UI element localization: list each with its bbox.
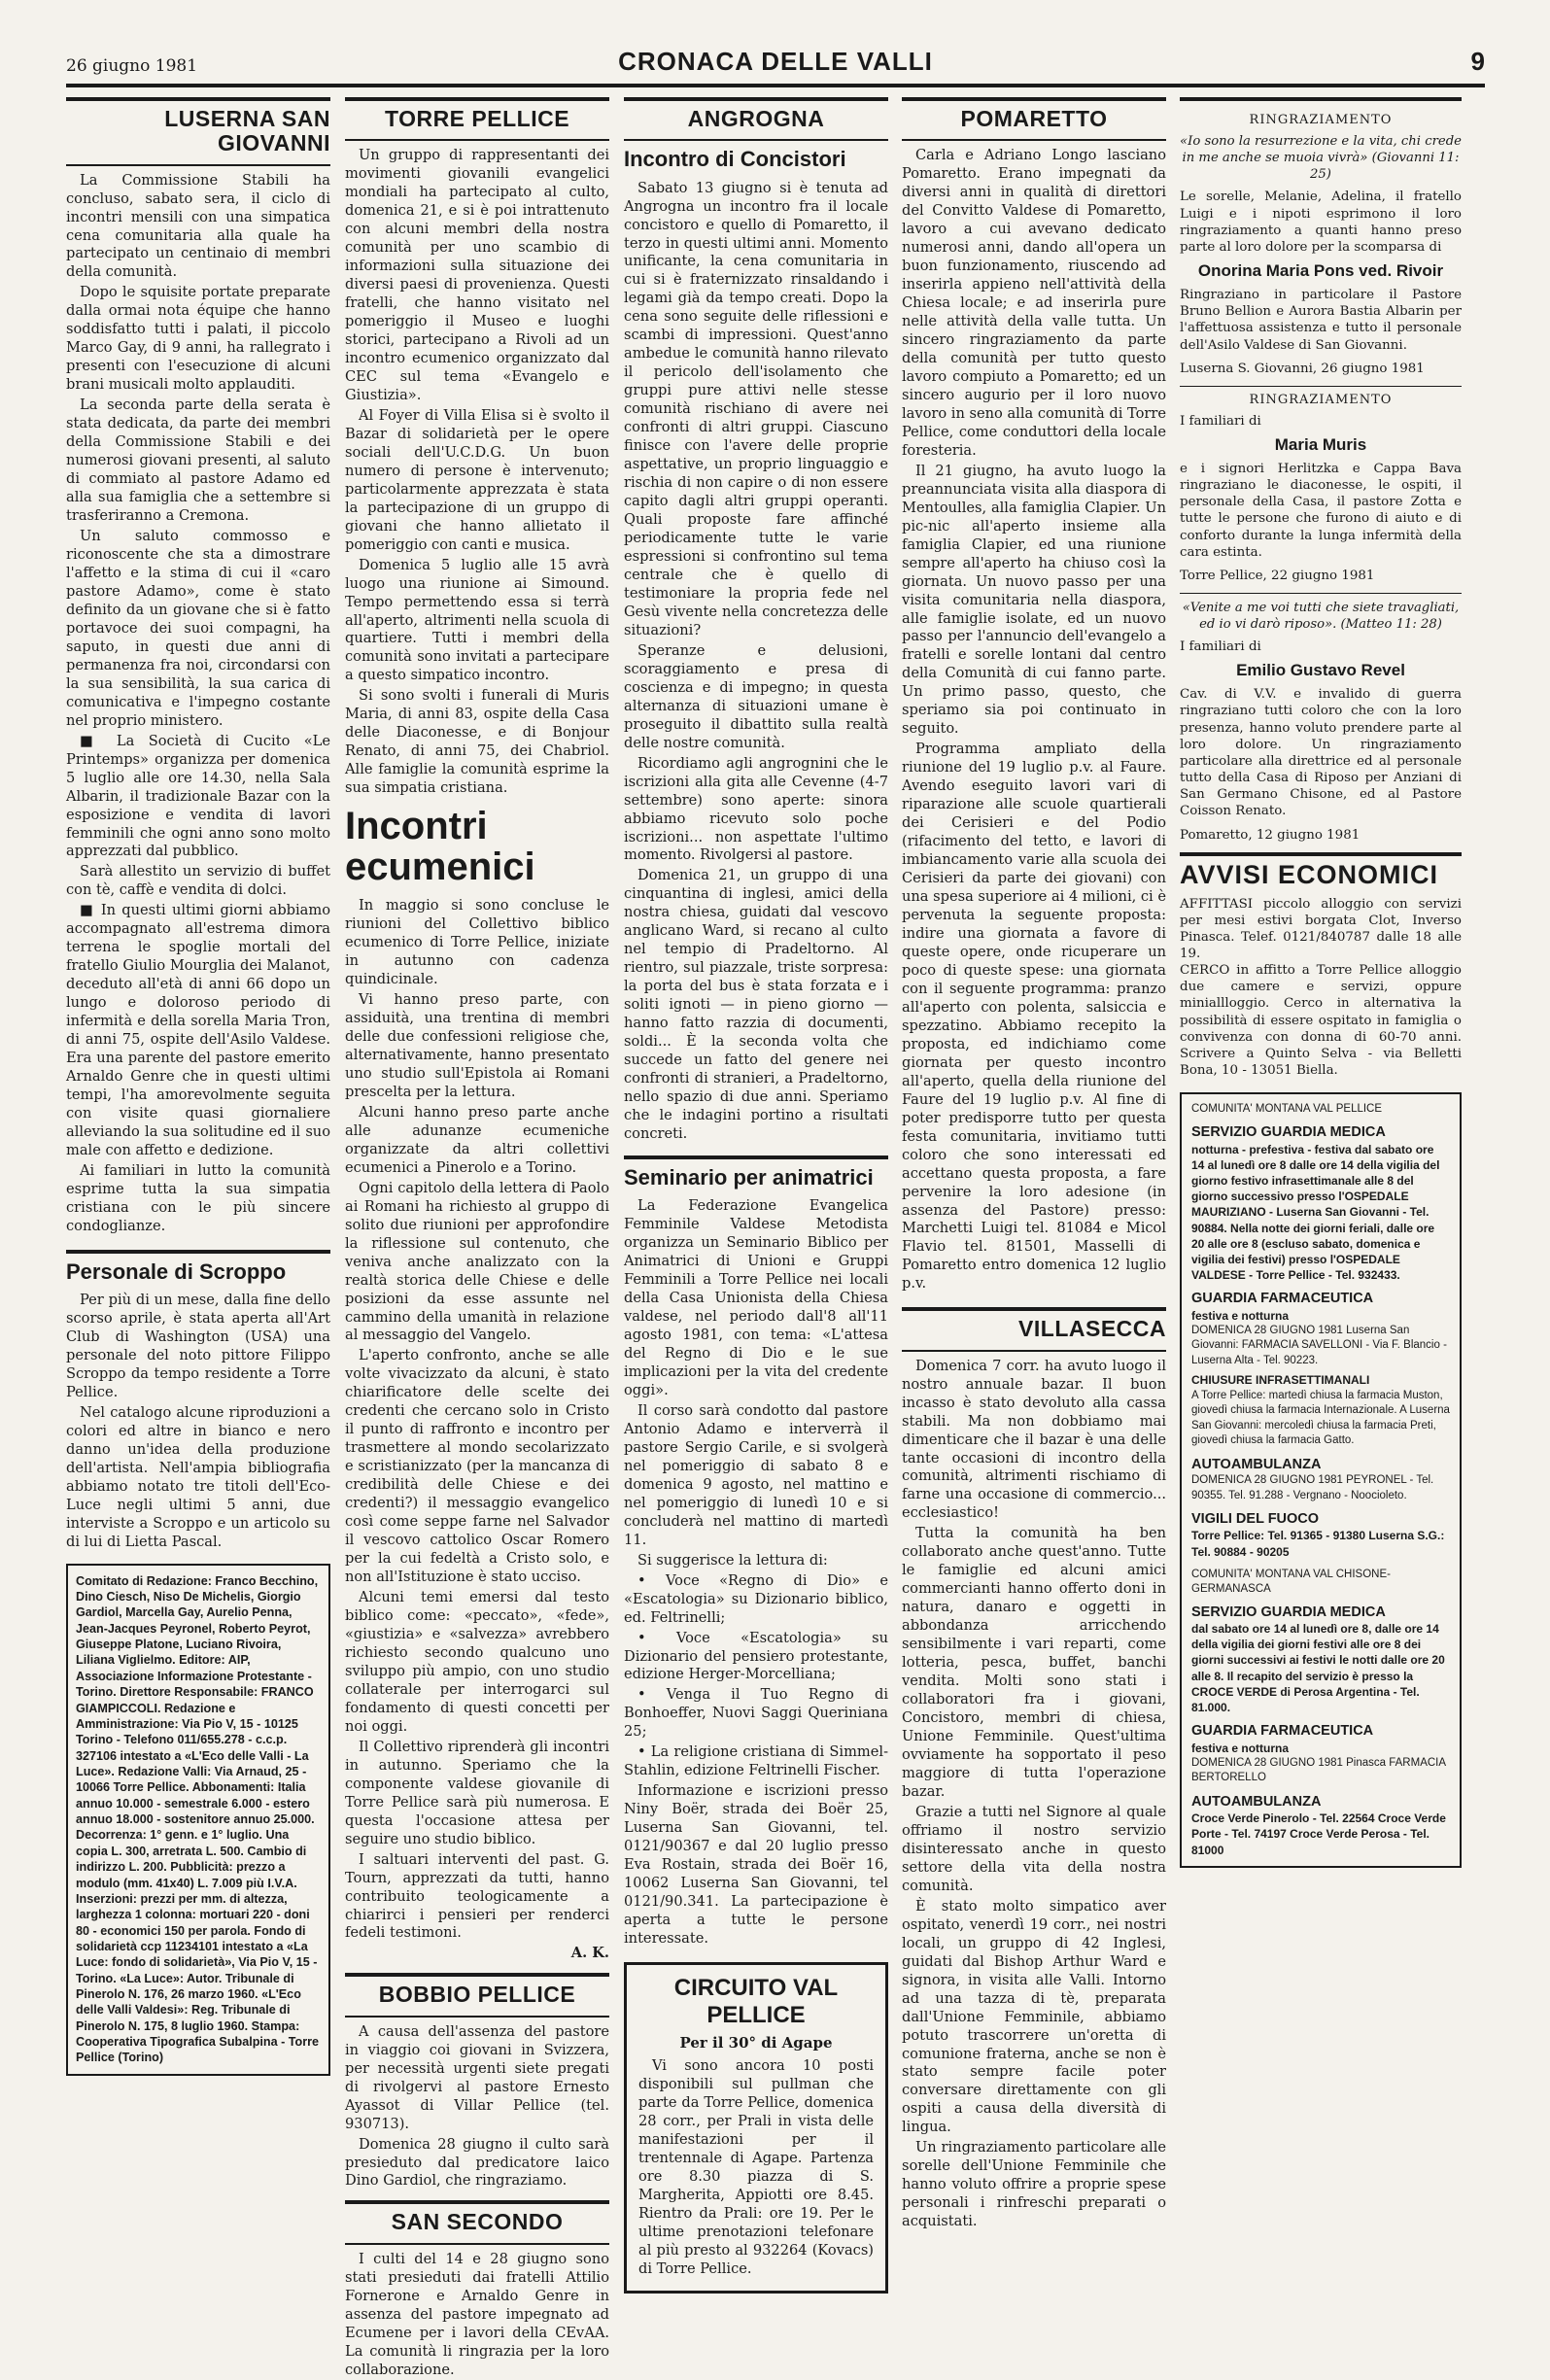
seminario-paragraph: • Voce «Escatologia» su Dizionario del pensiero protestante, edizione Herger-Morcelliana; <box>624 1629 888 1683</box>
service-heading: GUARDIA FARMACEUTICA <box>1191 1723 1374 1740</box>
service-label: COMUNITA' MONTANA VAL CHISONE-GERMANASCA <box>1191 1568 1391 1595</box>
torre-paragraph: Si sono svolti i funerali di Muris Maria, di anni 83, ospite della Casa delle Diaconesse, e di Bonjour Renato, di anni 75, dei Chabriol. Alle famiglie la comunità esprime la sua simpatia cristiana. <box>345 687 609 797</box>
scroppo-title: Personale di Scroppo <box>66 1259 287 1284</box>
scroppo-paragraph: Per più di un mese, dalla fine dello scorso aprile, è stata aperta all'Art Club di Washington (USA) una personale del noto pittore Filippo Scroppo da tempo residente a Torre Pellice. <box>66 1292 330 1400</box>
incontri-paragraph: Alcuni hanno preso parte anche alle adunanze ecumeniche organizzate da altri collettivi ecumenici a Pinerolo e a Torino. <box>345 1103 609 1176</box>
villasecca-paragraph: Grazie a tutti nel Signore al quale offriamo il nostro servizio disinteressato anche in questo settore della vita della nostra comunità. <box>902 1803 1166 1894</box>
seminario-paragraph: Si suggerisce la lettura di: <box>637 1551 828 1569</box>
ringraziamento-text: Cav. di V.V. e invalido di guerra ringraziano tutti coloro che con la loro presenza, hanno voluto prendere parte al loro dolore. Un ringraziamento particolare alla direttrice ed al personale tutto della Casa di Riposo per Anziani di San Germano Chisone, ed al Pastore Coisson Renato. <box>1180 687 1462 819</box>
service-heading: VIGILI DEL FUOCO <box>1191 1511 1320 1528</box>
avvisi-item: AFFITTASI piccolo alloggio con servizi per mesi estivi borgata Clot, Inverso Pinasca. Telef. 0121/840787 dalle 18 alle 19. <box>1180 896 1462 961</box>
service-text: DOMENICA 28 GIUGNO 1981 PEYRONEL - Tel. 90355. Tel. 91.288 - Vergnano - Noocioleto. <box>1191 1474 1434 1501</box>
angrogna-paragraph: Speranze e delusioni, scoraggiamento e presa di coscienza e di impegno; in questa alternanza di situazioni umane è proseguito il dibattito sulla realtà delle nostre comunità. <box>624 641 888 751</box>
incontri-title: Incontri ecumenici <box>345 805 535 889</box>
ringraziamento-signature: Torre Pellice, 22 giugno 1981 <box>1180 568 1375 583</box>
seminario-title: Seminario per animatrici <box>624 1164 874 1190</box>
luserna-paragraph: Ai familiari in lutto la comunità esprime tutta la sua simpatia cristiana con le più sincere condoglianze. <box>66 1161 330 1234</box>
villasecca-paragraph: È stato molto simpatico aver ospitato, venerdì 19 corr., nei nostri locali, un gruppo di 42 Inglesi, guidati dal Bishop Arthur Ward e signora, in visita alle Valli. Intorno ad una tazza di tè, preparata dall'Unione Femminile, abbiamo potuto trascorrere un'oretta di comunione fraterna, anche se non è stato sempre facile poter conversare direttamente con gli ospiti a causa della diversità di lingua. <box>902 1897 1166 2136</box>
deceased-name: Emilio Gustavo Revel <box>1236 661 1405 680</box>
service-heading: SERVIZIO GUARDIA MEDICA <box>1191 1124 1386 1141</box>
angrogna-title: ANGROGNA <box>687 106 825 131</box>
luserna-paragraph: ■ In questi ultimi giorni abbiamo accompagnato all'estrema dimora terrena le spoglie mortali del fratello Giulio Mourglia dei Malanot, deceduto all'età di anni 66 dopo un lungo e doloroso periodo di infermità e della sorella Maria Tron, di anni 75, ospite dell'Asilo Valdese. Era una parente del pastore emerito Arnaldo Genre che in questi ultimi tempi, l'ha amorevolmente seguita con visite quasi giornaliere alleviando la sua solitudine ed il suo male con affetto e dedizione. <box>66 902 330 1160</box>
deceased-name: Onorina Maria Pons ved. Rivoir <box>1197 261 1444 281</box>
bobbio-paragraph: Domenica 28 giugno il culto sarà presieduto dal predicatore laico Dino Gardiol, che ringraziamo. <box>345 2135 609 2190</box>
circuito-subtitle: Per il 30° di Agape <box>679 2034 833 2052</box>
service-text: Torre Pellice: Tel. 91365 - 91380 Luserna S.G.: Tel. 90884 - 90205 <box>1191 1529 1445 1559</box>
luserna-paragraph: Dopo le squisite portate preparate dalla ormai nota équipe che hanno soddisfatto tutti i palati, il piccolo Marco Gay, di 9 anni, ha rallegrato i presenti con l'esecuzione di alcuni brani musicali molto applauditi. <box>66 284 330 394</box>
service-subheading: festiva e notturna <box>1191 1308 1290 1323</box>
torre-paragraph: Un gruppo di rappresentanti dei movimenti giovanili evangelici mondiali ha partecipato al culto, domenica 21, e si è poi intrattenuto con alcuni membri della nostra comunità per uno scambio di informazioni sulla situazione dei diversi paesi di provenienza. Questi fratelli, che hanno visitato nel pomeriggio il Museo e luoghi storici, partecipano a Rivoli ad un incontro ecumenico organizzato dal CEC sul tema «Evangelo e Giustizia». <box>345 147 609 403</box>
seminario-paragraph: • Voce «Regno di Dio» e «Escatologia» su Dizionario biblico, ed. Feltrinelli; <box>624 1571 888 1626</box>
villasecca-paragraph: Un ringraziamento particolare alle sorelle dell'Unione Femminile che hanno voluto offrire a proprie spese personali i rinfreschi preparati o acquistati. <box>902 2139 1166 2230</box>
page-number: 9 <box>1470 47 1485 76</box>
seminario-paragraph: • Venga il Tuo Regno di Bonhoeffer, Nuovi Saggi Queriniana 25; <box>624 1686 888 1741</box>
service-heading: SERVIZIO GUARDIA MEDICA <box>1191 1604 1386 1620</box>
torre-paragraph: Domenica 5 luglio alle 15 avrà luogo una riunione ai Simound. Tempo permettendo essa si terrà all'aperto, altrimenti nella scuola di quartiere. Tutti i membri della comunità sono invitati a partecipare a questo simpatico incontro. <box>345 556 609 684</box>
luserna-paragraph: La seconda parte della serata è stata dedicata, da parte dei membri della Commissione Stabili e dei numerosi giovani presenti, al saluto di commiato al pastore Adamo ed alla sua famiglia che a settembre si trasferiranno a Cremona. <box>66 397 330 525</box>
ringraziamento-quote: «Io sono la resurrezione e la vita, chi crede in me anche se muoia vivrà» (Giovanni 11: 25) <box>1180 134 1462 183</box>
incontri-paragraph: Alcuni temi emersi dal testo biblico come: «peccato», «fede», «giustizia» e «salvezza» avrebbero richiesto secondo qualcuno uno sviluppo più ampio, con uno studio collaterale per interrogarci sul fondamento di questi concetti per noi oggi. <box>345 1589 609 1735</box>
services-box <box>1180 1092 1462 1868</box>
pomaretto-title: POMARETTO <box>960 106 1108 131</box>
avvisi-title: AVVISI ECONOMICI <box>1180 852 1462 890</box>
service-heading: GUARDIA FARMACEUTICA <box>1191 1291 1374 1307</box>
circuito-title: CIRCUITO VAL PELLICE <box>673 1975 839 2028</box>
incontri-paragraph: Il Collettivo riprenderà gli incontri in autunno. Speriamo che la componente valdese giovanile di Torre Pellice sarà più numerosa. E questa l'occasione attesa per seguire uno studio biblico. <box>345 1738 609 1847</box>
secondo-paragraph: I culti del 14 e 28 giugno sono stati presieduti dai fratelli Attilio Fornerone e Arnaldo Genre in assenza del pastore impegnato ad Ecumene per i lavori della CEvAA. La comunità li ringrazia per la loro collaborazione. <box>345 2250 609 2378</box>
pomaretto-paragraph: Programma ampliato della riunione del 19 luglio p.v. al Faure. Avendo eseguito lavori vari di riparazione alle scuole quartierali dei Cerisieri e del Podio (rifacimento del tetto, e lavori di imbiancamento varie alla scuola dei Cerisieri da parte dei giovani) con una spesa superiore ai 4 milioni, ci è pervenuta la seguente proposta: indire una giornata a favore di queste opere, onde ricuperare un poco di queste spese: una giornata con il seguente programma: pranzo all'aperto con polenta, salsiccia e spezzatino. Abbiamo recepito la proposta, ed indichiamo come giornata per questo incontro all'aperto, quella della riunione del Faure del 19 luglio p.v. Al fine di poter predisporre tutto per questa festa comunitaria, invitiamo tutti coloro che sono interessati ed accettano questa proposta, a fare pervenire la loro adesione (in assenza del Pastore) presso: Marchetti Luigi tel. 81084 e Micol Flavio tel. 81501, Masselli di Pomaretto entro domenica 12 luglio p.v. <box>902 741 1167 1293</box>
bobbio-title: BOBBIO PELLICE <box>378 1982 576 2008</box>
luserna-title: LUSERNA SAN GIOVANNI <box>164 106 330 156</box>
issue-date: 26 giugno 1981 <box>66 56 198 76</box>
service-text: dal sabato ore 14 al lunedì ore 8, dalle ore 14 della vigilia dei giorni festivi alle ore 8 dei giorni successivi ai festivi le notti dalle ore 20 alle 8. Il recapito del servizio è presso la CROCE VERDE di Perosa Argentina - Tel. 81.000. <box>1191 1622 1445 1715</box>
villasecca-paragraph: Domenica 7 corr. ha avuto luogo il nostro annuale bazar. Il buon incasso è stato devoluto alla cassa stabili. Ma non dobbiamo mai dimenticare che il bazar è una delle tante occasioni di incontro della comunità, altrimenti rischiamo di farne una occasione di commercio... ecclesiastico! <box>902 1357 1166 1522</box>
seminario-paragraph: • La religione cristiana di Simmel-Stahlin, edizione Feltrinelli Fischer. <box>624 1743 888 1779</box>
torre-title: TORRE PELLICE <box>384 106 570 131</box>
editorial-text: Comitato di Redazione: Franco Becchino, Dino Ciesch, Niso De Michelis, Giorgio Gardiol, Marcella Gay, Aurelio Penna, Jean-Jacques Peyronel, Roberto Peyrot, Giuseppe Platone, Luciano Rivoira, Liliana Viglielmo. Editore: AIP, Associazione Informazione Protestante - Torino. Direttore Responsabile: FRANCO GIAMPICCOLI. Redazione e Amministrazione: Via Pio V, 15 - 10125 Torino - Telefono 011/655.278 - c.c.p. 327106 intestato a «L'Eco delle Valli - La Luce». Redazione Valli: Via Arnaud, 25 - 10066 Torre Pellice. Abbonamenti: Italia annuo 10.000 - semestrale 6.000 - estero annuo 18.000 - sostenitore annuo 25.000. Decorrenza: 1° genn. e 1° luglio. Una copia L. 300, arretrata L. 500. Cambio di indirizzo L. 200. Pubblicità: prezzo a modulo (mm. 41x40) L. 7.009 più I.V.A. Inserzioni: prezzi per mm. di altezza, larghezza 1 colonna: mortuari 220 - doni 80 - economici 150 per parola. Fondo di solidarietà ccp 11234101 intestato a «La Luce: fondo di solidarietà», Via Pio V, 15 - Torino. «La Luce»: Autor. Tribunale di Pinerolo N. 176, 26 marzo 1960. «L'Eco delle Valli Valdesi»: Reg. Tribunale di Pinerolo N. 175, 8 luglio 1960. Stampa: Cooperativa Tipografica Subalpina - Torre Pellice (Torino) <box>76 1573 320 2065</box>
circuito-paragraph: Vi sono ancora 10 posti disponibili sul pullman che parte da Torre Pellice, domenica 28 corr., per Prali in vista delle manifestazioni per il trentennale di Agape. Partenza ore 8.30 piazza di S. Margherita, Appiotti ore 8.45. Rientro da Prali: ore 19. Per le ultime prenotazioni telefonare al più presto al 932264 (Kovacs) di Torre Pellice. <box>638 2057 874 2277</box>
column-1 <box>66 97 330 2303</box>
angrogna-paragraph: Ricordiamo agli angrognini che le iscrizioni alla gita alle Cevenne (4-7 settembre) sono aperte: sinora abbiamo ricevuto solo poche iscrizioni... non aspettate l'ultimo momento. Rivolgersi al pastore. <box>624 754 888 864</box>
pomaretto-paragraph: Carla e Adriano Longo lasciano Pomaretto. Erano impegnati da diversi anni in qualità di direttori del Convitto Valdese di Pomaretto, lavoro a cui avevano dedicato numerosi anni, dando all'opera un buon funzionamento, riuscendo ad inserirla appieno nell'attività della Chiesa locale; e ad inserirla pure nelle attività della valle tutta. Un sincero ringraziamento da parte della comunità per tutto questo lavoro compiuto a Pomaretto; ed un sincero augurio per il loro nuovo lavoro in seno alla comunità di Torre Pellice, come conduttori della locale foresteria. <box>902 147 1166 459</box>
luserna-paragraph: Sarà allestito un servizio di buffet con tè, caffè e vendita di dolci. <box>66 863 330 899</box>
angrogna-subtitle: Incontro di Concistori <box>624 147 846 172</box>
avvisi-item: CERCO in affitto a Torre Pellice alloggio due camere e servizi, oppure miniallloggio. Cerco in alternativa la possibilità di essere ospitato in famiglia o convivenza con donna di 60-70 anni. Scrivere a Quinto Selva - via Belletti Bona, 10 - 13051 Biella. <box>1180 963 1462 1079</box>
incontri-paragraph: Ogni capitolo della lettera di Paolo ai Romani ha richiesto al gruppo di solito due riunioni per approfondire la riflessione sul contenuto, che veniva anche analizzato con la realtà storica delle Chiese e delle posizioni da esse assunte nel cammino della umanità in relazione al messaggio del Vangelo. <box>345 1179 609 1344</box>
column-2 <box>345 97 609 2378</box>
circuito-box <box>624 1962 888 2294</box>
service-heading: AUTOAMBULANZA <box>1191 1456 1322 1472</box>
incontri-signature: A. K. <box>570 1945 609 1962</box>
service-text: notturna - prefestiva - festiva dal sabato ore 14 al lunedì ore 8 dalle ore 14 della vigilia del giorno festivo infrasettimanale alle 8 del giorno successivo presso l'OSPEDALE MAURIZIANO - Luserna San Giovanni - Tel. 90884. Nella notte dei giorni feriali, dalle ore 20 alle ore 8 (escluso sabato, domenica e vigilia dei festivi) presso l'OSPEDALE VALDESE - Torre Pellice - Tel. 932433. <box>1191 1142 1440 1283</box>
column-3 <box>624 97 888 2303</box>
ringraziamento-header: RINGRAZIAMENTO <box>1180 386 1462 407</box>
torre-paragraph: Al Foyer di Villa Elisa si è svolto il Bazar di solidarietà per le opere sociali dell'U.C.D.G. Un buon numero di persone è intervenuto; particolarmente apprezzata è stata la partecipazione di un gruppo di giovani che hanno allietato il pomeriggio con canti e musica. <box>345 406 609 553</box>
ringraziamento-text: Le sorelle, Melanie, Adelina, il fratello Luigi e i nipoti esprimono il loro ringraziamento a quanti hanno preso parte al loro dolore per la scomparsa di <box>1180 190 1462 255</box>
ringraziamento-signature: Luserna S. Giovanni, 26 giugno 1981 <box>1180 361 1425 376</box>
luserna-paragraph: Un saluto commosso e riconoscente che sta a dimostrare l'affetto e la stima di cui il «caro pastore Adamo», come è stato definito da un giovane che si è fatto portavoce dei suoi compagni, ha saputo, in questi due anni di permanenza fra noi, circondarsi con la sua sensibilità, la sua carica di comunicativa e l'impegno costante nel proprio ministero. <box>66 528 330 729</box>
service-heading: AUTOAMBULANZA <box>1191 1793 1322 1810</box>
scroppo-paragraph: Nel catalogo alcune riproduzioni a colori ed altre in bianco e nero danno un'idea della produzione dell'artista. Nell'ampia bibliografia abbiamo notato tre titoli dell'Eco-Luce negli ultimi 5 anni, due interviste a Scroppo e un articolo su di lui di Lietta Pascal. <box>66 1403 330 1550</box>
deceased-name: Maria Muris <box>1274 434 1367 454</box>
bobbio-paragraph: A causa dell'assenza del pastore in viaggio coi giovani in Svizzera, per necessità urgenti siete pregati di rivolgervi al pastore Ernesto Ayassot di Villar Pellice (tel. 930713). <box>345 2022 609 2132</box>
seminario-paragraph: La Federazione Evangelica Femminile Valdese Metodista organizza un Seminario Biblico per Animatrici di Unioni e Gruppi Femminili a Torre Pellice nei locali della Casa Unionista della Chiesa valdese, nel periodo dall'8 all'11 agosto 1981, con tema: «L'attesa del Regno di Dio e le sue implicazioni per la vita del credente oggi». <box>624 1197 888 1398</box>
column-5 <box>1180 97 1462 2303</box>
incontri-paragraph: I saltuari interventi del past. G. Tourn, apprezzati da tutti, hanno contribuito teologicamente a chiarirci i pensieri per renderci fedeli testimoni. <box>345 1850 609 1942</box>
luserna-paragraph: ■ La Società di Cucito «Le Printemps» organizza per domenica 5 luglio alle ore 14.30, nella Sala Albarin, il tradizionale Bazar con la esposizione e vendita di lavori femminili che ogni anno sono molto apprezzati dal pubblico. <box>66 733 330 862</box>
service-text: DOMENICA 28 GIUGNO 1981 Luserna San Giovanni: FARMACIA SAVELLONI - Via F. Blancio - Luserna Alta - Tel. 90223. <box>1191 1324 1447 1366</box>
incontri-paragraph: L'aperto confronto, anche se alle volte vivacizzato da alcuni, è stato chiarificatore delle scelte dei credenti che cercano solo in Cristo il punto di raffronto e incontro per trasmettere al mondo secolarizzato e scristianizzato (per la mancanza di credibilità delle Chiese e dei credenti?) il messaggio evangelico così come seppe farne nel Salvador il vescovo cattolico Oscar Romero per la cui fedeltà a Cristo solo, e non all'Istituzione è stato ucciso. <box>345 1347 609 1586</box>
service-text: DOMENICA 28 GIUGNO 1981 Pinasca FARMACIA BERTORELLO <box>1191 1756 1446 1784</box>
service-text: A Torre Pellice: martedì chiusa la farmacia Muston, giovedì chiusa la farmacia Internazionale. A Luserna San Giovanni: mercoledì chiusa la farmacia Preti, giovedì chiusa la farmacia Gatto. <box>1191 1389 1450 1447</box>
angrogna-paragraph: Sabato 13 giugno si è tenuta ad Angrogna un incontro fra il locale concistoro e quello di Pomaretto, il terzo in questi ultimi anni. Momento unificante, la cena comunitaria in cui si è fraternizzato rinsaldando i legami già da tempo creati. Dopo la cena sono seguite delle riflessioni e scambi di impressioni. Quest'anno ambedue le comunità hanno rilevato il pericolo dell'isolamento che gruppi pure attivi nelle stesse comunità rischiano di avere nei confronti di altri gruppi. Ciascuno finisce con l'avere delle proprie aspettative, un proprio linguaggio e rischia di non capire o di non essere capito dagli altri gruppi operanti. Quali proposte fare affinché periodicamente tutte le varie espressioni si confrontino sul tema centrale che è quello di testimoniare la propria fede nel Gesù vivente nella concretezza delle situazioni? <box>624 179 888 638</box>
editorial-box <box>66 1564 330 2076</box>
incontri-paragraph: Vi hanno preso parte, con assiduità, una trentina di membri delle due confessioni religiose che, alternativamente, hanno presentato uno studio sull'Epistola ai Romani prescelta per la lettura. <box>345 991 609 1100</box>
ringraziamento-text: I familiari di <box>1180 413 1261 429</box>
seminario-paragraph: Informazione e iscrizioni presso Niny Boër, strada dei Boër 25, Luserna San Giovanni, tel. 0121/90367 e dal 20 luglio presso Eva Rostain, strada dei Boër 16, 10062 Luserna San Giovanni, tel 0121/90.341. La partecipazione è aperta a tutte le persone interessate. <box>624 1782 888 1948</box>
ringraziamento-header: RINGRAZIAMENTO <box>1249 113 1393 127</box>
luserna-paragraph: La Commissione Stabili ha concluso, sabato sera, il ciclo di incontri mensili con una simpatica cena comunitaria alla quale ha partecipato un centinaio di membri della comunità. <box>66 171 330 281</box>
ringraziamento-quote: «Venite a me voi tutti che siete travagliati, ed io vi darò riposo». (Matteo 11: 28) <box>1182 600 1460 632</box>
column-4 <box>902 97 1166 2303</box>
page-header <box>66 39 1485 87</box>
service-label: COMUNITA' MONTANA VAL PELLICE <box>1191 1103 1383 1116</box>
masthead: CRONACA DELLE VALLI <box>618 47 933 76</box>
seminario-paragraph: Il corso sarà condotto dal pastore Antonio Adamo e interverrà il pastore Sergio Carile, e si svolgerà nel pomeriggio di sabato 8 e domenica 9 agosto, nel mattino e nel pomeriggio di lunedì 10 e si concluderà nel mattino di martedì 11. <box>624 1401 888 1548</box>
service-subheading: festiva e notturna <box>1191 1741 1290 1755</box>
angrogna-paragraph: Domenica 21, un gruppo di una cinquantina di inglesi, amici della nostra chiesa, guidati dal vescovo anglicano Ward, si recano al culto nel tempio di Pradeltorno. Al rientro, sul piazzale, triste sorpresa: la porta del bus è stata forzata e i soliti ignoti — in pieno giorno — hanno fatto razzia di documenti, soldi... È la seconda volta che succede un fatto del genere nei confronti di stranieri, a Pradeltorno, nello spazio di due anni. Speriamo che le indagini portino a risultati concreti. <box>624 867 888 1142</box>
ringraziamento-text: I familiari di <box>1180 639 1261 655</box>
pomaretto-paragraph: Il 21 giugno, ha avuto luogo la preannunciata visita alla diaspora di Mentoulles, alla famiglia Clapier. Un pic-nic all'aperto insieme alla famiglia Clapier, ed una riunione sempre all'aperto ha chiuso così la giornata. Un nuovo passo per una visita comunitaria nella diaspora, alle famiglie isolate, ed un nuovo passo per l'annuncio dell'evangelo a fratelli e sorelle lontani dal centro della Comunità di cui fanno parte. Un primo passo, questo, che speriamo sia poi continuato in seguito. <box>902 462 1166 738</box>
incontri-paragraph: In maggio si sono concluse le riunioni del Collettivo biblico ecumenico di Torre Pellice, iniziate in autunno con cadenza quindicinale. <box>345 897 609 988</box>
ringraziamento-signature: Pomaretto, 12 giugno 1981 <box>1180 827 1361 843</box>
service-text: Croce Verde Pinerolo - Tel. 22564 Croce Verde Porte - Tel. 74197 Croce Verde Perosa - Tel. 81000 <box>1191 1811 1446 1857</box>
ringraziamento-text: Ringraziano in particolare il Pastore Bruno Bellion e Aurora Bastia Albarin per l'affettuosa assistenza e tutto il personale dell'Asilo Valdese di San Giovanni. <box>1180 288 1462 353</box>
villasecca-title: VILLASECCA <box>1018 1316 1166 1342</box>
ringraziamento-text: e i signori Herlitzka e Cappa Bava ringraziano le diaconesse, le ospiti, il personale della Casa, il pastore Zotta e tutte le persone che furono di aiuto e di conforto durante la lunga infermità della cara estinta. <box>1180 461 1462 560</box>
secondo-title: SAN SECONDO <box>391 2209 564 2235</box>
service-subheading: CHIUSURE INFRASETTIMANALI <box>1191 1373 1370 1388</box>
villasecca-paragraph: Tutta la comunità ha ben collaborato anche quest'anno. Tutte le famiglie ed alcuni amici commercianti hanno offerto doni in natura, danaro e oggetti in abbondanza arricchendo sensibilmente i vari reparti, come lotteria, pesca, buffet, banchi vendita. Molti sono stati i collaboratori fra i giovani, Concistoro, membri di chiesa, Unione Femminile. Quest'ultima ovviamente ha sopportato il peso maggiore di tutta l'operazione bazar. <box>902 1525 1166 1800</box>
